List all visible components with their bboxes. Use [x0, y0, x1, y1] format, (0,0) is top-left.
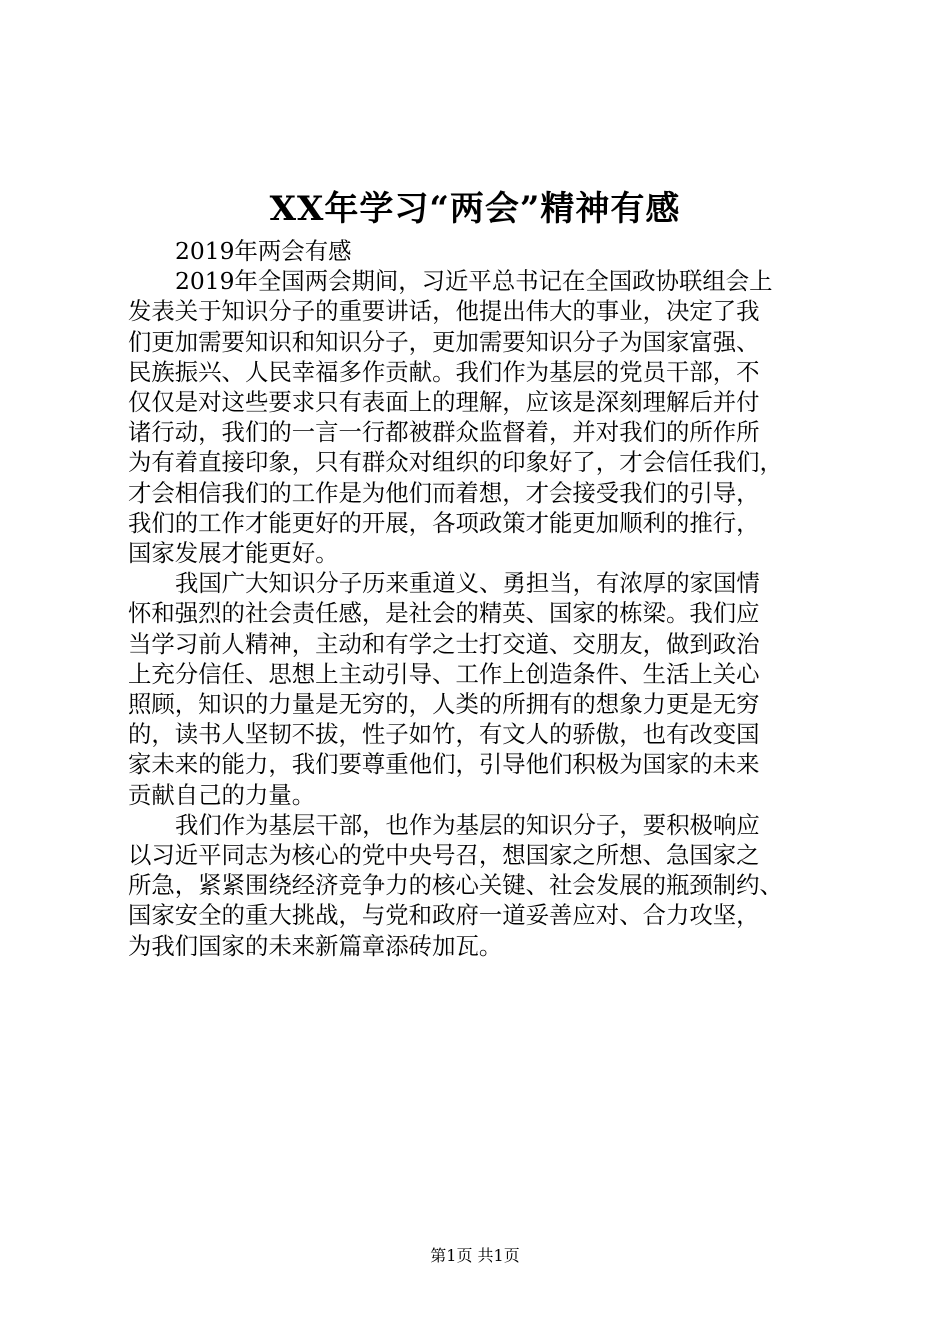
body-line: 才会相信我们的工作是为他们而着想，才会接受我们的引导， [128, 478, 760, 507]
body-line: 们更加需要知识和知识分子，更加需要知识分子为国家富强、 [128, 327, 760, 356]
body-line: 以习近平同志为核心的党中央号召，想国家之所想、急国家之 [128, 841, 760, 870]
body-line: 贡献自己的力量。 [128, 780, 316, 809]
document-title: XX年学习“两会”精神有感 [269, 189, 681, 229]
body-line: 我们作为基层干部，也作为基层的知识分子，要积极响应 [175, 810, 760, 839]
body-line: 2019年两会有感 [175, 237, 352, 265]
document-body [128, 236, 836, 961]
body-line: 民族振兴、人民幸福多作贡献。我们作为基层的党员干部，不 [128, 357, 760, 386]
body-line: 2019年全国两会期间，习近平总书记在全国政协联组会上 [175, 267, 773, 296]
body-line: 发表关于知识分子的重要讲话，他提出伟大的事业，决定了我 [128, 297, 760, 326]
body-line: 国家安全的重大挑战，与党和政府一道妥善应对、合力攻坚， [128, 901, 760, 930]
body-line: 国家发展才能更好。 [128, 539, 339, 568]
body-line: 怀和强烈的社会责任感，是社会的精英、国家的栋梁。我们应 [128, 599, 760, 628]
body-line: 我国广大知识分子历来重道义、勇担当，有浓厚的家国情 [175, 569, 760, 598]
body-line: 诸行动，我们的一言一行都被群众监督着，并对我们的所作所 [128, 418, 760, 447]
body-line: 照顾，知识的力量是无穷的，人类的所拥有的想象力更是无穷 [128, 690, 760, 719]
body-line: 为我们国家的未来新篇章添砖加瓦。 [128, 931, 503, 960]
body-line: 当学习前人精神，主动和有学之士打交道、交朋友，做到政治 [128, 629, 760, 658]
body-line: 上充分信任、思想上主动引导、工作上创造条件、生活上关心 [128, 659, 760, 688]
body-line: 的，读书人坚韧不拔，性子如竹，有文人的骄傲，也有改变国 [128, 720, 760, 749]
body-line: 仅仅是对这些要求只有表面上的理解，应该是深刻理解后并付 [128, 388, 760, 417]
page-footer: 第1页 共1页 [430, 1246, 520, 1265]
body-line: 所急，紧紧围绕经济竞争力的核心关键、社会发展的瓶颈制约、 [128, 871, 783, 900]
body-line: 为有着直接印象，只有群众对组织的印象好了，才会信任我们， [128, 448, 783, 477]
body-line: 我们的工作才能更好的开展，各项政策才能更加顺利的推行， [128, 508, 760, 537]
body-line: 家未来的能力，我们要尊重他们，引导他们积极为国家的未来 [128, 750, 760, 779]
